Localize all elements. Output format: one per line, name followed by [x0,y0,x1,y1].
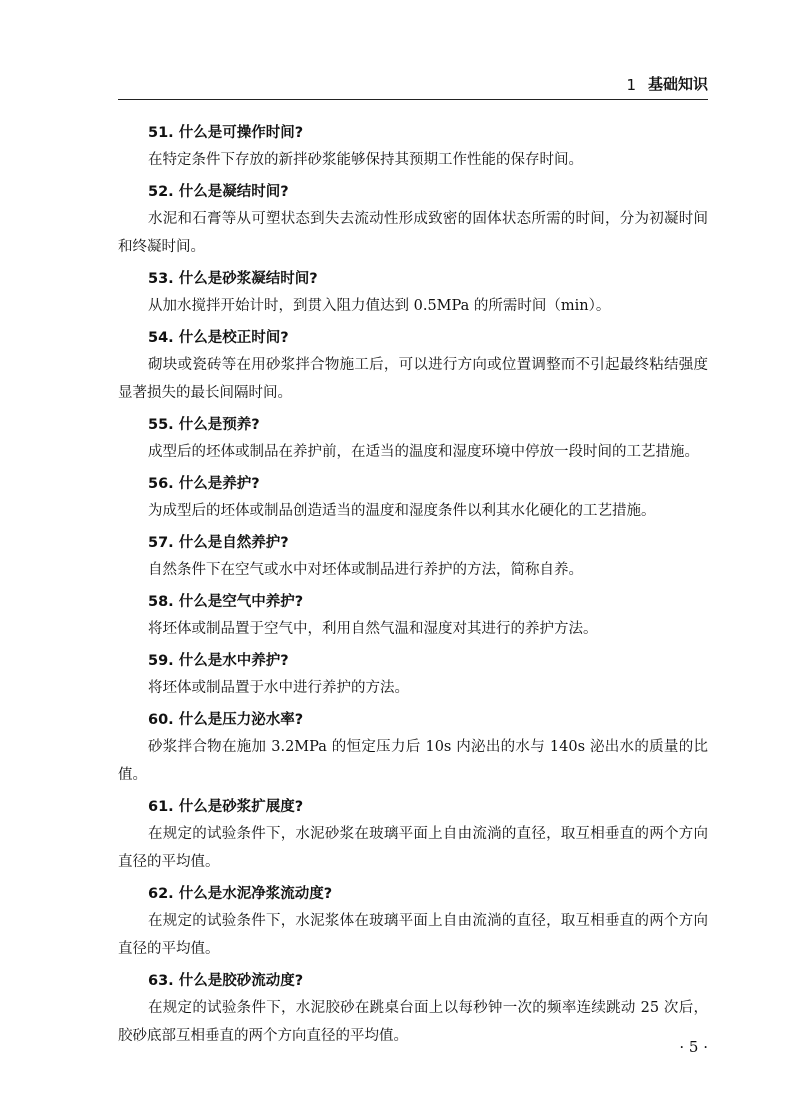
qa-item-61 [118,794,708,876]
answer: 为成型后的坯体或制品创造适当的温度和湿度条件以利其水化硬化的工艺措施。 [148,503,656,519]
answer: 在特定条件下存放的新拌砂浆能够保持其预期工作性能的保存时间。 [148,152,583,168]
question: 57. 什么是自然养护? [148,535,289,551]
answer: 在规定的试验条件下，水泥砂浆在玻璃平面上自由流淌的直径，取互相垂直的两个方向直径的平均值。 [118,826,708,870]
question: 58. 什么是空气中养护? [148,594,304,610]
question: 61. 什么是砂浆扩展度? [148,799,304,815]
qa-item-52 [118,179,708,261]
chapter-number: 1 [626,76,636,94]
qa-item-55 [118,412,708,466]
qa-item-53 [118,266,708,320]
question: 55. 什么是预养? [148,417,260,433]
question: 54. 什么是校正时间? [148,330,289,346]
answer: 砂浆拌合物在施加 3.2MPa 的恒定压力后 10s 内泌出的水与 140s 泌出水的质量的比值。 [118,739,708,783]
page-number: · 5 · [679,1038,708,1056]
answer: 在规定的试验条件下，水泥浆体在玻璃平面上自由流淌的直径，取互相垂直的两个方向直径的平均值。 [118,913,708,957]
qa-item-60 [118,707,708,789]
question: 56. 什么是养护? [148,476,260,492]
answer: 在规定的试验条件下，水泥胶砂在跳桌台面上以每秒钟一次的频率连续跳动 25 次后，胶砂底部互相垂直的两个方向直径的平均值。 [118,1000,708,1044]
answer: 将坯体或制品置于水中进行养护的方法。 [148,680,409,696]
page-body [118,120,708,1055]
qa-item-59 [118,648,708,702]
question: 52. 什么是凝结时间? [148,184,289,200]
qa-item-57 [118,530,708,584]
answer: 砌块或瓷砖等在用砂浆拌合物施工后，可以进行方向或位置调整而不引起最终粘结强度显著损失的最长间隔时间。 [118,357,708,401]
question: 62. 什么是水泥净浆流动度? [148,886,333,902]
answer: 成型后的坯体或制品在养护前，在适当的温度和湿度环境中停放一段时间的工艺措施。 [148,444,699,460]
qa-item-63 [118,968,708,1050]
running-header [118,72,708,100]
question: 60. 什么是压力泌水率? [148,712,304,728]
qa-item-58 [118,589,708,643]
qa-item-56 [118,471,708,525]
qa-item-54 [118,325,708,407]
question: 63. 什么是胶砂流动度? [148,973,304,989]
chapter-title: 基础知识 [647,75,708,93]
question: 53. 什么是砂浆凝结时间? [148,271,318,287]
answer: 将坯体或制品置于空气中，利用自然气温和湿度对其进行的养护方法。 [148,621,598,637]
question: 51. 什么是可操作时间? [148,125,304,141]
qa-item-62 [118,881,708,963]
answer: 水泥和石膏等从可塑状态到失去流动性形成致密的固体状态所需的时间，分为初凝时间和终凝时间。 [118,211,708,255]
qa-item-51 [118,120,708,174]
answer: 自然条件下在空气或水中对坯体或制品进行养护的方法，简称自养。 [148,562,583,578]
answer: 从加水搅拌开始计时，到贯入阻力值达到 0.5MPa 的所需时间（min）。 [148,298,611,314]
question: 59. 什么是水中养护? [148,653,289,669]
